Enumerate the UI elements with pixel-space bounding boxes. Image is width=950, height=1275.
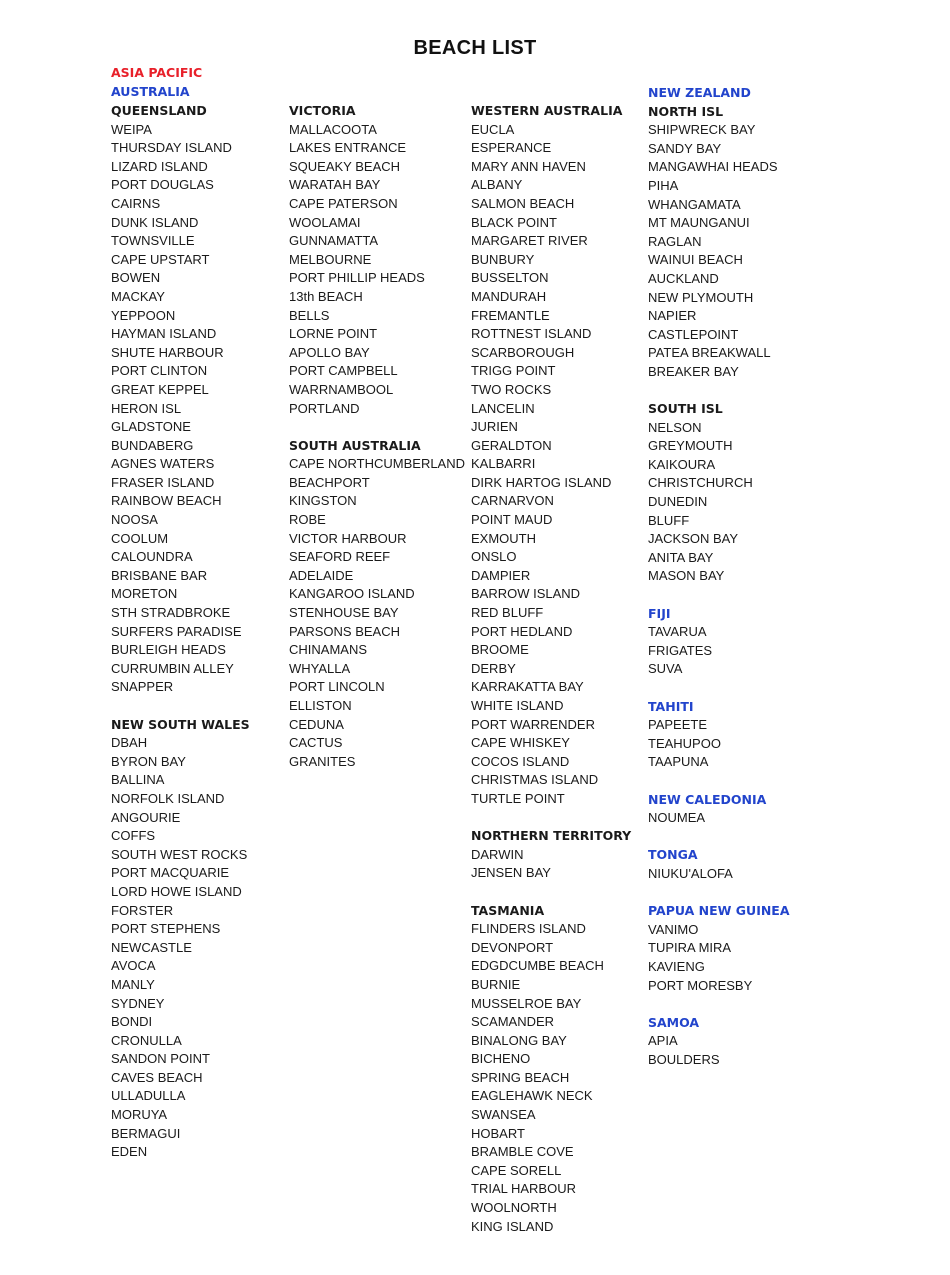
column-3 [471,102,631,1255]
section-north-isl [648,84,790,382]
beach-item: 13th BEACH [289,288,363,304]
beach-item: LAKES ENTRANCE [289,140,407,156]
beach-item: CHRISTMAS ISLAND [471,772,599,788]
state-heading: VICTORIA [289,103,356,118]
beach-item: LORNE POINT [289,326,378,342]
beach-item: AVOCA [111,958,156,974]
beach-item: BURLEIGH HEADS [111,642,226,658]
country-heading: NEW ZEALAND [648,85,751,100]
beach-item: SANDY BAY [648,140,722,156]
beach-item: NOUMEA [648,810,706,826]
beach-item: BRAMBLE COVE [471,1144,574,1160]
beach-item: PAPEETE [648,717,708,733]
section-queensland [111,102,250,697]
beach-item: CARNARVON [471,493,554,509]
beach-item: SOUTH WEST ROCKS [111,846,248,862]
beach-list [648,419,790,586]
column-4 [648,84,790,1088]
beach-item: WOOLNORTH [471,1200,557,1216]
beach-item: DUNEDIN [648,494,708,510]
beach-item: CURRUMBIN ALLEY [111,660,234,676]
beach-list [471,920,631,1236]
beach-item: MANGAWHAI HEADS [648,159,778,175]
state-heading: WESTERN AUSTRALIA [471,103,623,118]
beach-item: PORTLAND [289,400,360,416]
beach-list [648,865,790,884]
beach-item: ANITA BAY [648,549,714,565]
section-south-isl [648,400,790,586]
beach-item: BUSSELTON [471,270,549,286]
beach-item: MARY ANN HAVEN [471,158,586,174]
beach-item: MANDURAH [471,288,547,304]
beach-item: BOWEN [111,270,161,286]
beach-item: FORSTER [111,902,174,918]
beach-item: WOOLAMAI [289,214,361,230]
section-victoria [289,102,465,418]
beach-list [289,455,465,771]
country-heading: FIJI [648,605,671,621]
beach-item: TWO ROCKS [471,381,552,397]
beach-list [471,846,631,883]
beach-item: PIHA [648,177,679,193]
section-new-caledonia [648,791,790,828]
beach-item: MUSSELROE BAY [471,995,582,1011]
beach-item: KALBARRI [471,456,536,472]
beach-item: ONSLO [471,549,517,565]
beach-item: CRONULLA [111,1032,182,1048]
beach-item: SCAMANDER [471,1014,555,1030]
beach-item: EDGDCUMBE BEACH [471,958,604,974]
state-heading: NEW SOUTH WALES [111,716,250,732]
beach-item: CAPE UPSTART [111,251,210,267]
beach-item: SQUEAKY BEACH [289,158,401,174]
beach-item: KAIKOURA [648,456,716,472]
beach-item: SNAPPER [111,679,174,695]
beach-item: GREAT KEPPEL [111,381,209,397]
beach-item: FLINDERS ISLAND [471,921,586,937]
beach-item: EUCLA [471,121,515,137]
state-heading: SOUTH ISL [648,401,723,417]
beach-item: CAPE SORELL [471,1162,562,1178]
beach-item: TOWNSVILLE [111,233,195,249]
beach-item: WEIPA [111,121,152,137]
beach-item: WARRNAMBOOL [289,381,394,397]
beach-item: THURSDAY ISLAND [111,140,232,156]
beach-item: KANGAROO ISLAND [289,586,415,602]
beach-item: SALMON BEACH [471,195,575,211]
beach-item: TUPIRA MIRA [648,940,732,956]
beach-item: CAPE WHISKEY [471,735,570,751]
beach-list [648,921,790,995]
beach-item: GUNNAMATTA [289,233,379,249]
beach-item: TURTLE POINT [471,790,565,806]
beach-item: BREAKER BAY [648,363,739,379]
beach-item: SYDNEY [111,995,165,1011]
beach-item: WHITE ISLAND [471,698,564,713]
beach-list [648,121,790,381]
beach-item: CEDUNA [289,716,344,732]
beach-item: WHYALLA [289,660,351,676]
beach-item: BEACHPORT [289,474,370,490]
country-heading: NEW CALEDONIA [648,791,767,807]
column-2 [289,102,465,790]
state-heading: QUEENSLAND [111,103,207,118]
beach-item: AGNES WATERS [111,456,215,472]
beach-item: ESPERANCE [471,140,552,156]
beach-item: MASON BAY [648,568,725,584]
country-heading: TONGA [648,847,698,863]
section-papua-new-guinea [648,902,790,995]
section-fiji [648,605,790,679]
beach-item: KING ISLAND [471,1218,554,1234]
beach-item: COOLUM [111,530,169,546]
beach-item: MORETON [111,586,178,602]
beach-item: PORT MORESBY [648,977,753,993]
beach-item: YEPPOON [111,307,176,323]
page-title: BEACH LIST [413,37,537,59]
beach-item: GLADSTONE [111,419,191,435]
beach-item: ELLISTON [289,698,352,713]
section-tonga [648,846,790,883]
beach-list [648,623,790,679]
beach-item: CAIRNS [111,195,161,211]
beach-item: PORT STEPHENS [111,921,221,937]
beach-item: VANIMO [648,921,699,937]
beach-item: GERALDTON [471,437,552,453]
region-heading: ASIA PACIFIC [111,65,203,80]
beach-item: NELSON [648,419,702,435]
beach-item: DEVONPORT [471,939,554,955]
beach-item: JACKSON BAY [648,531,739,547]
beach-item: NIUKU'ALOFA [648,865,733,881]
beach-item: PORT MACQUARIE [111,865,229,881]
beach-item: MORUYA [111,1107,168,1123]
beach-item: COCOS ISLAND [471,753,570,769]
beach-item: CALOUNDRA [111,549,193,565]
beach-list [111,121,250,697]
beach-item: PORT HEDLAND [471,623,573,639]
beach-item: CASTLEPOINT [648,326,739,342]
beach-item: MT MAUNGANUI [648,215,750,231]
beach-item: FRIGATES [648,642,713,658]
beach-item: AUCKLAND [648,270,719,286]
beach-item: APIA [648,1033,678,1049]
beach-item: NEW PLYMOUTH [648,289,754,305]
section-tasmania [471,902,631,1237]
beach-item: CACTUS [289,735,343,751]
beach-item: SUVA [648,661,683,677]
beach-item: TRIGG POINT [471,363,556,379]
beach-item: STENHOUSE BAY [289,605,399,621]
section-new-south-wales [111,716,250,1162]
beach-item: BRISBANE BAR [111,567,208,583]
beach-item: MACKAY [111,288,165,304]
beach-item: BELLS [289,307,330,323]
beach-list [648,1032,790,1069]
section-samoa [648,1014,790,1070]
beach-item: MALLACOOTA [289,121,377,137]
beach-item: NAPIER [648,308,697,324]
beach-item: PORT DOUGLAS [111,177,214,193]
beach-item: SWANSEA [471,1107,536,1123]
beach-item: BURNIE [471,976,521,992]
beach-item: DERBY [471,660,516,676]
beach-list [648,809,790,828]
beach-item: SURFERS PARADISE [111,623,242,639]
beach-item: SHIPWRECK BAY [648,122,756,138]
beach-item: NORFOLK ISLAND [111,790,225,806]
beach-item: MARGARET RIVER [471,233,588,249]
beach-item: TAAPUNA [648,754,709,770]
beach-item: SPRING BEACH [471,1069,570,1085]
beach-item: BALLINA [111,772,165,788]
beach-item: PATEA BREAKWALL [648,345,771,361]
beach-item: EDEN [111,1144,148,1160]
beach-item: BINALONG BAY [471,1032,567,1048]
beach-item: BOULDERS [648,1051,720,1067]
beach-item: VICTOR HARBOUR [289,530,407,546]
beach-item: CAPE PATERSON [289,195,398,211]
column-1 [111,102,250,1180]
beach-item: BONDI [111,1014,153,1030]
beach-item: DIRK HARTOG ISLAND [471,474,612,490]
beach-item: GRANITES [289,753,356,769]
beach-item: DARWIN [471,846,524,862]
beach-item: TEAHUPOO [648,735,721,751]
beach-item: STH STRADBROKE [111,605,231,621]
beach-item: WHANGAMATA [648,196,741,212]
beach-item: NEWCASTLE [111,939,192,955]
beach-item: APOLLO BAY [289,344,370,360]
beach-item: FRASER ISLAND [111,474,215,490]
beach-item: CHRISTCHURCH [648,475,753,491]
beach-item: WAINUI BEACH [648,252,743,268]
beach-item: BYRON BAY [111,753,186,769]
beach-item: SANDON POINT [111,1051,210,1067]
beach-item: RAINBOW BEACH [111,493,222,509]
beach-list [111,734,250,1162]
beach-item: SEAFORD REEF [289,549,391,565]
beach-item: ALBANY [471,177,523,193]
beach-item: JURIEN [471,419,518,435]
country-heading-australia: AUSTRALIA [111,84,190,99]
beach-item: BARROW ISLAND [471,586,581,602]
beach-list [648,716,790,772]
beach-item: BLUFF [648,512,690,528]
section-south-australia [289,437,465,772]
beach-item: GREYMOUTH [648,438,733,454]
beach-item: KINGSTON [289,493,357,509]
beach-item: BLACK POINT [471,214,557,230]
beach-item: EXMOUTH [471,530,536,546]
beach-item: POINT MAUD [471,512,553,528]
beach-item: ROBE [289,512,326,528]
section-northern-territory [471,827,631,883]
beach-item: CAPE NORTHCUMBERLAND [289,456,466,472]
state-heading: NORTH ISL [648,103,724,119]
beach-item: PORT CLINTON [111,363,208,379]
beach-item: SHUTE HARBOUR [111,344,224,360]
beach-item: COFFS [111,828,156,844]
beach-item: MANLY [111,976,155,992]
beach-item: HERON ISL [111,400,182,416]
beach-item: KAVIENG [648,958,705,974]
beach-list [471,121,631,809]
beach-item: RED BLUFF [471,605,544,621]
section-tahiti [648,698,790,772]
country-heading: TAHITI [648,698,694,714]
beach-item: CHINAMANS [289,642,368,658]
beach-item: BICHENO [471,1051,531,1067]
beach-item: JENSEN BAY [471,865,551,881]
beach-item: PORT WARRENDER [471,716,595,732]
beach-item: KARRAKATTA BAY [471,679,584,695]
beach-item: PORT PHILLIP HEADS [289,270,425,286]
beach-item: ROTTNEST ISLAND [471,326,592,342]
beach-item: BUNDABERG [111,437,194,453]
beach-item: HAYMAN ISLAND [111,326,217,342]
country-heading: PAPUA NEW GUINEA [648,903,790,919]
beach-item: CAVES BEACH [111,1069,203,1085]
state-heading: SOUTH AUSTRALIA [289,437,421,453]
beach-item: DAMPIER [471,567,531,583]
beach-item: MELBOURNE [289,251,372,267]
country-heading: SAMOA [648,1014,700,1030]
beach-item: BERMAGUI [111,1125,181,1141]
beach-item: NOOSA [111,512,158,528]
beach-item: BUNBURY [471,251,535,267]
beach-item: LANCELIN [471,400,535,416]
beach-item: HOBART [471,1125,525,1141]
beach-item: RAGLAN [648,233,702,249]
beach-item: ANGOURIE [111,809,181,825]
beach-item: TRIAL HARBOUR [471,1181,576,1197]
beach-item: ADELAIDE [289,567,354,583]
beach-item: ULLADULLA [111,1088,186,1104]
state-heading: NORTHERN TERRITORY [471,828,632,844]
beach-item: SCARBOROUGH [471,344,575,360]
beach-item: DUNK ISLAND [111,214,199,230]
section-western-australia [471,102,631,809]
beach-item: BROOME [471,642,529,658]
beach-item: PARSONS BEACH [289,623,401,639]
beach-item: LORD HOWE ISLAND [111,883,242,899]
beach-item: DBAH [111,735,148,751]
beach-item: PORT LINCOLN [289,679,385,695]
beach-list [289,121,465,419]
beach-item: LIZARD ISLAND [111,158,208,174]
beach-item: WARATAH BAY [289,177,381,193]
state-heading: TASMANIA [471,902,545,918]
beach-item: PORT CAMPBELL [289,363,398,379]
beach-item: FREMANTLE [471,307,550,323]
beach-item: EAGLEHAWK NECK [471,1088,593,1104]
beach-item: TAVARUA [648,624,707,640]
